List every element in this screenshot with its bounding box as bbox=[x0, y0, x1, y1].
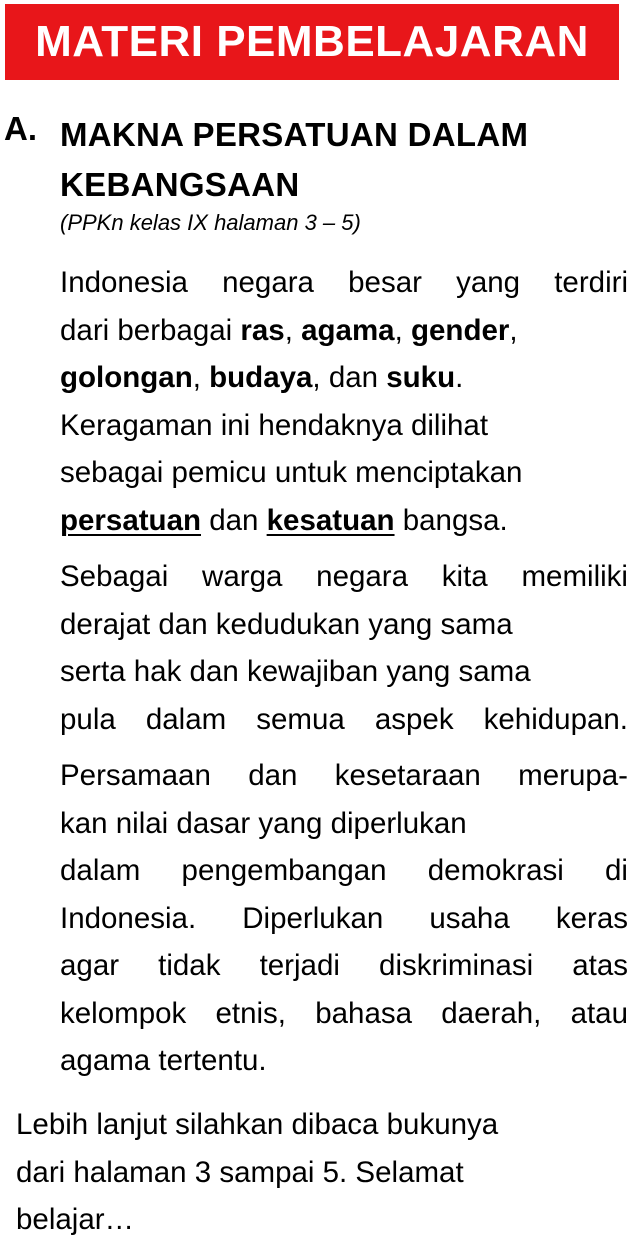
text-segment: , bbox=[394, 313, 411, 347]
paragraph-line: pula dalam semua aspek kehidupan. bbox=[60, 702, 628, 736]
section-heading-line: KEBANGSAAN bbox=[60, 166, 300, 203]
paragraph-line: kelompok etnis, bahasa daerah, atau bbox=[60, 996, 628, 1030]
paragraph-line: kan nilai dasar yang diperlukan bbox=[60, 806, 467, 840]
paragraph-line bbox=[60, 497, 628, 545]
paragraph-diversity bbox=[60, 259, 628, 544]
paragraph-line: Keragaman ini hendaknya dilihat bbox=[60, 408, 489, 442]
paragraph-line: Indonesia negara besar yang terdiri bbox=[60, 266, 628, 299]
keyword-budaya: budaya bbox=[209, 361, 313, 394]
section-letter: A. bbox=[4, 110, 37, 147]
paragraph-line: Indonesia. Diperlukan usaha keras bbox=[60, 901, 628, 935]
keyword-gender: gender bbox=[411, 313, 510, 347]
keyword-golongan: golongan bbox=[60, 361, 193, 394]
paragraph-line: Sebagai warga negara kita memiliki bbox=[60, 560, 628, 593]
text-segment: , bbox=[192, 361, 210, 394]
text-segment: dan bbox=[201, 503, 267, 537]
paragraph-line: dalam pengembangan demokrasi di bbox=[60, 854, 628, 887]
keyword-suku: suku bbox=[386, 361, 456, 394]
paragraph-democracy bbox=[60, 752, 628, 1085]
section-heading bbox=[60, 110, 620, 210]
closing-line: dari halaman 3 sampai 5. Selamat bbox=[16, 1155, 464, 1189]
closing-note bbox=[16, 1101, 626, 1244]
title-banner bbox=[5, 4, 619, 80]
paragraph-line bbox=[60, 354, 628, 402]
text-segment: dari berbagai bbox=[60, 313, 241, 347]
paragraph-line: agama tertentu. bbox=[60, 1044, 267, 1077]
text-segment: , bbox=[509, 313, 518, 347]
paragraph-line: Persamaan dan kesetaraan merupa- bbox=[60, 759, 628, 792]
paragraph-line: derajat dan kedudukan yang sama bbox=[60, 607, 513, 641]
section-heading-line: MAKNA PERSATUAN DALAM bbox=[60, 116, 529, 153]
paragraph-equality bbox=[60, 553, 628, 743]
keyword-agama: agama bbox=[301, 313, 395, 347]
closing-line: Lebih lanjut silahkan dibaca bukunya bbox=[16, 1108, 499, 1141]
keyword-ras: ras bbox=[240, 313, 285, 347]
source-reference: (PPKn kelas IX halaman 3 – 5) bbox=[60, 210, 361, 235]
paragraph-line: sebagai pemicu untuk menciptakan bbox=[60, 456, 523, 489]
text-segment: bangsa. bbox=[394, 503, 508, 537]
text-segment: . bbox=[455, 361, 464, 394]
keyword-kesatuan: kesatuan bbox=[266, 503, 395, 537]
page-title: MATERI PEMBELAJARAN bbox=[35, 17, 589, 66]
paragraph-line bbox=[60, 307, 628, 355]
closing-line: belajar… bbox=[16, 1203, 135, 1236]
paragraph-line: serta hak dan kewajiban yang sama bbox=[60, 655, 531, 688]
paragraph-line: agar tidak terjadi diskriminasi atas bbox=[60, 949, 628, 982]
keyword-persatuan: persatuan bbox=[60, 503, 201, 537]
text-segment: , bbox=[284, 313, 302, 347]
text-segment: , dan bbox=[312, 361, 387, 394]
